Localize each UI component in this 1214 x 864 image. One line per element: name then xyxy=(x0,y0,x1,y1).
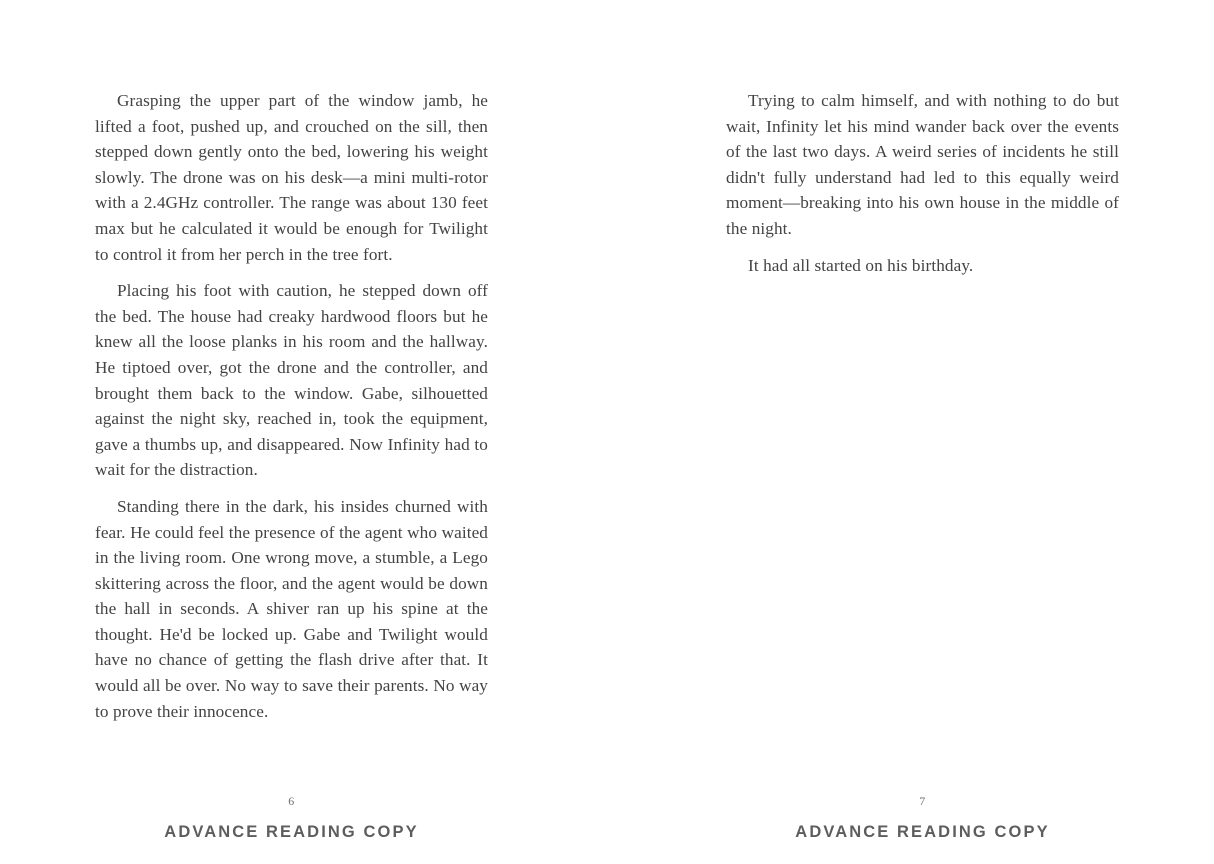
page-number: 7 xyxy=(919,794,926,808)
page-right xyxy=(607,0,1214,864)
page-left-text-block xyxy=(95,88,488,724)
page-number: 6 xyxy=(288,794,295,808)
page-right-text-block xyxy=(726,88,1119,278)
paragraph: Standing there in the dark, his insides churned with fear. He could feel the presence of the agent who waited in the living room. One wrong move, a stumble, a Lego skittering across the floor, and the agent would be down the hall in seconds. A shiver ran up his spine at the thought. He'd be locked up. Gabe and Twilight would have no chance of getting the flash drive after that. It would all be over. No way to save their parents. No way to prove their innocence. xyxy=(95,496,488,721)
paragraph: Grasping the upper part of the window jamb, he lifted a foot, pushed up, and crouched on the sill, then stepped down gently onto the bed, lowering his weight slowly. The drone was on his desk—a mini multi-rotor with a 2.4GHz controller. The range was about 130 feet max but he calculated it would be enough for Twilight to control it from her perch in the tree fort. xyxy=(95,91,488,264)
advance-reading-copy-label: ADVANCE READING COPY xyxy=(164,823,419,841)
paragraph: Trying to calm himself, and with nothing to do but wait, Infinity let his mind wander back over the events of the last two days. A weird series of incidents he still didn't fully understand had led to this equally weird moment—breaking into his own house in the middle of the night. xyxy=(726,91,1119,238)
page-right-footer xyxy=(607,794,1214,842)
paragraph: Placing his foot with caution, he stepped down off the bed. The house had creaky hardwood floors but he knew all the loose planks in his room and the hallway. He tiptoed over, got the drone and the controller, and brought them back to the window. Gabe, silhouetted against the night sky, reached in, took the equipment, gave a thumbs up, and disappeared. Now Infinity had to wait for the distraction. xyxy=(95,281,488,480)
advance-reading-copy-label: ADVANCE READING COPY xyxy=(795,823,1050,841)
paragraph: It had all started on his birthday. xyxy=(748,255,974,275)
page-left-footer xyxy=(0,794,607,842)
